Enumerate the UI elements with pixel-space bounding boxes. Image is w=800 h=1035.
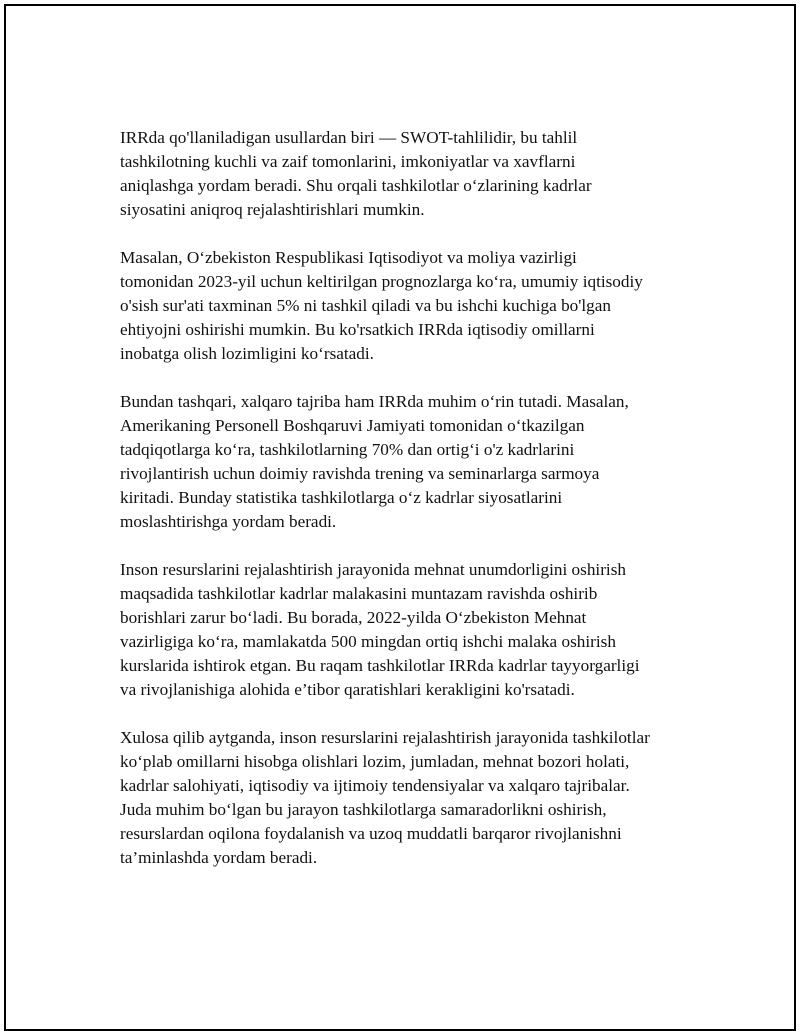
text-line: inobatga olish lozimligini ko‘rsatadi. [120,344,374,363]
text-line: Inson resurslarini rejalashtirish jarayonida mehnat unumdorligini oshirish [120,560,626,579]
text-line: tashkilotning kuchli va zaif tomonlarini, imkoniyatlar va xavflarni [120,152,576,171]
text-line: kiritadi. Bunday statistika tashkilotlarga o‘z kadrlar siyosatlarini [120,488,563,507]
document-body [120,126,710,894]
text-line: ta’minlashda yordam beradi. [120,848,318,867]
text-line: Bundan tashqari, xalqaro tajriba ham IRRda muhim o‘rin tutadi. Masalan, [120,392,629,411]
text-line: kadrlar salohiyati, iqtisodiy va ijtimoiy tendensiyalar va xalqaro tajribalar. [120,776,630,795]
text-line: aniqlashga yordam beradi. Shu orqali tashkilotlar o‘zlarining kadrlar [120,176,592,195]
text-line: Masalan, O‘zbekiston Respublikasi Iqtisodiyot va moliya vazirligi [120,248,577,267]
paragraph-labor-productivity [120,558,710,702]
text-line: ehtiyojni oshirishi mumkin. Bu ko'rsatkich IRRda iqtisodiy omillarni [120,320,595,339]
paragraph-economic-forecast [120,246,710,366]
paragraph-conclusion [120,726,710,870]
text-line: moslashtirishga yordam beradi. [120,512,337,531]
text-line: Xulosa qilib aytganda, inson resurslarini rejalashtirish jarayonida tashkilotlar [120,728,650,747]
text-line: va rivojlanishiga alohida e’tibor qaratishlari kerakligini ko'rsatadi. [120,680,575,699]
text-line: Juda muhim bo‘lgan bu jarayon tashkilotlarga samaradorlikni oshirish, [120,800,607,819]
text-line: IRRda qo'llaniladigan usullardan biri — SWOT-tahlilidir, bu tahlil [120,128,578,147]
text-line: maqsadida tashkilotlar kadrlar malakasini muntazam ravishda oshirib [120,584,598,603]
text-line: resurslardan oqilona foydalanish va uzoq muddatli barqaror rivojlanishni [120,824,622,843]
text-line: tadqiqotlarga ko‘ra, tashkilotlarning 70% dan ortig‘i o'z kadrlarini [120,440,575,459]
text-line: borishlari zarur bo‘ladi. Bu borada, 2022-yilda O‘zbekiston Mehnat [120,608,587,627]
text-line: siyosatini aniqroq rejalashtirishlari mumkin. [120,200,425,219]
text-line: ko‘plab omillarni hisobga olishlari lozim, jumladan, mehnat bozori holati, [120,752,630,771]
text-line: vazirligiga ko‘ra, mamlakatda 500 mingdan ortiq ishchi malaka oshirish [120,632,616,651]
text-line: kurslarida ishtirok etgan. Bu raqam tashkilotlar IRRda kadrlar tayyorgarligi [120,656,640,675]
text-line: rivojlantirish uchun doimiy ravishda trening va seminarlarga sarmoya [120,464,600,483]
text-line: tomonidan 2023-yil uchun keltirilgan prognozlarga ko‘ra, umumiy iqtisodiy [120,272,643,291]
text-line: o'sish sur'ati taxminan 5% ni tashkil qiladi va bu ishchi kuchiga bo'lgan [120,296,611,315]
paragraph-international-experience [120,390,710,534]
page-frame [4,4,796,1031]
paragraph-swot [120,126,710,222]
text-line: Amerikaning Personell Boshqaruvi Jamiyati tomonidan o‘tkazilgan [120,416,585,435]
